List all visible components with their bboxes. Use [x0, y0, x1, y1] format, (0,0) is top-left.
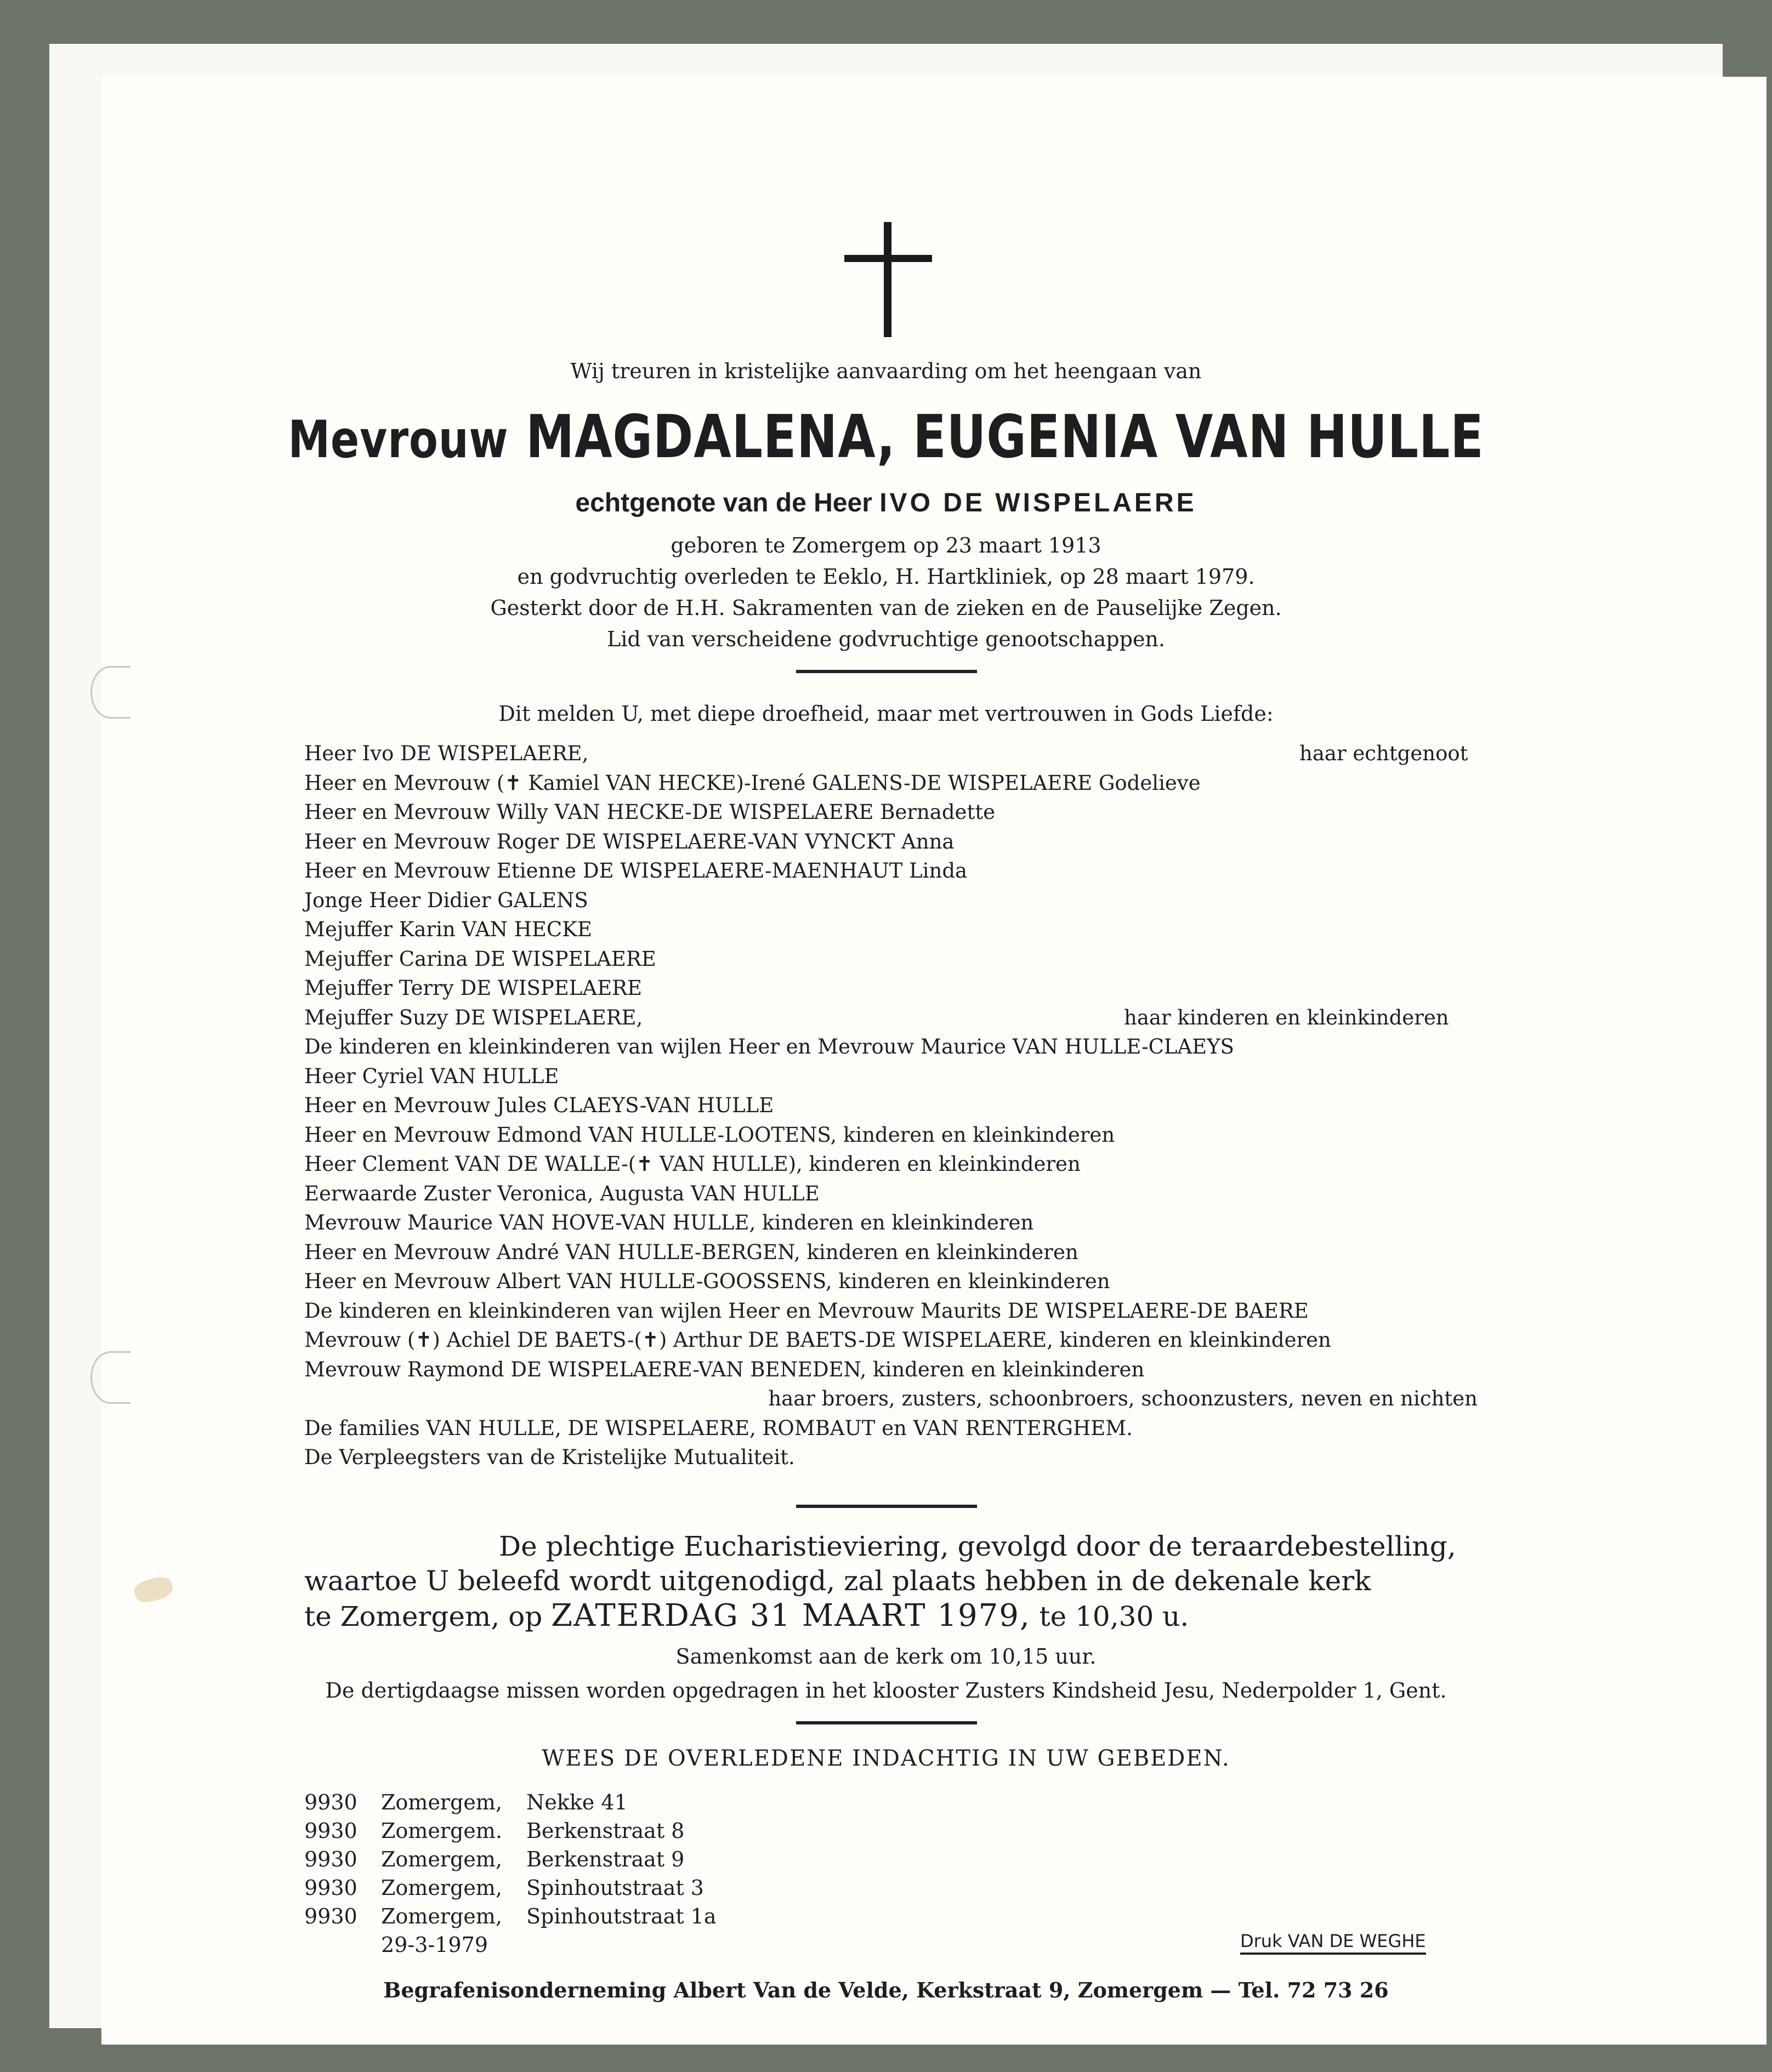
address-zip: 9930: [304, 1819, 357, 1843]
ceremony-date: ZATERDAG 31 MAART 1979,: [551, 1598, 1031, 1633]
mourner-name: Mejuffer Carina DE WISPELAERE: [304, 947, 656, 971]
ceremony-time: te 10,30 u.: [1039, 1601, 1189, 1632]
mourner-line: [304, 1179, 1478, 1209]
mourner-line: [304, 856, 1478, 886]
divider: [796, 1721, 977, 1724]
mourner-line: [304, 974, 1478, 1003]
address-city: Zomergem,: [381, 1790, 502, 1814]
address-city: Zomergem,: [381, 1904, 502, 1928]
mourner-line: [304, 1238, 1478, 1267]
address-street: Berkenstraat 8: [526, 1819, 685, 1843]
address-zip: 9930: [304, 1876, 357, 1900]
intro-line: Wij treuren in kristelijke aanvaarding om het heengaan van: [570, 359, 1202, 383]
mourner-line: [304, 1003, 1478, 1033]
mourner-line: [304, 1091, 1478, 1120]
mourner-line: [304, 827, 1478, 857]
mourner-line: [304, 1355, 1478, 1385]
mourner-name: De kinderen en kleinkinderen van wijlen Heer en Mevrouw Maurice VAN HULLE-CLAEYS: [304, 1035, 1234, 1058]
mourner-relation: haar broers, zusters, schoonbroers, schoonzusters, neven en nichten: [768, 1387, 1478, 1410]
address-street: Berkenstraat 9: [526, 1847, 685, 1871]
spouse-name: IVO DE WISPELAERE: [879, 488, 1197, 517]
undertaker-line: Begrafenisonderneming Albert Van de Velde, Kerkstraat 9, Zomergem — Tel. 72 73 26: [383, 1978, 1389, 2002]
mourner-name: Mejuffer Karin VAN HECKE: [304, 918, 592, 941]
prayer-request: WEES DE OVERLEDENE INDACHTIG IN UW GEBEDEN.: [542, 1746, 1230, 1771]
address-zip: 9930: [304, 1904, 357, 1928]
date-row: [304, 1931, 717, 1959]
punch-hole-bottom: [90, 1351, 130, 1404]
mourner-name: Heer en Mevrouw Roger DE WISPELAERE-VAN VYNCKT Anna: [304, 829, 955, 853]
mourner-name: Heer Clement VAN DE WALLE-(✝ VAN HULLE), kinderen en kleinkinderen: [304, 1152, 1081, 1176]
mourners-list: [304, 739, 1478, 1472]
mourner-line: [304, 886, 1478, 915]
address-street: Nekke 41: [526, 1790, 628, 1814]
spouse-prefix: echtgenote van de Heer: [575, 488, 872, 517]
mourner-name: Heer en Mevrouw Albert VAN HULLE-GOOSSENS, kinderen en kleinkinderen: [304, 1270, 1110, 1293]
mourner-line: [304, 1062, 1478, 1091]
mourner-line: [304, 1267, 1478, 1296]
mourner-relation: haar echtgenoot: [1299, 742, 1468, 765]
announcement: Dit melden U, met diepe droefheid, maar met vertrouwen in Gods Liefde:: [498, 702, 1274, 726]
printer-credit: Druk VAN DE WEGHE: [1240, 1931, 1426, 1955]
mourner-name: Heer en Mevrouw Etienne DE WISPELAERE-MAENHAUT Linda: [304, 859, 968, 883]
gathering-note: Samenkomst aan de kerk om 10,15 uur.: [675, 1644, 1097, 1669]
mourner-name: Heer en Mevrouw Edmond VAN HULLE-LOOTENS, kinderen en kleinkinderen: [304, 1123, 1115, 1147]
mourner-name: Mevrouw Raymond DE WISPELAERE-VAN BENEDEN, kinderen en kleinkinderen: [304, 1357, 1145, 1381]
deceased-title: Mevrouw: [288, 410, 509, 470]
mourner-name: Mevrouw Maurice VAN HOVE-VAN HULLE, kinderen en kleinkinderen: [304, 1211, 1034, 1234]
mourner-name: Eerwaarde Zuster Veronica, Augusta VAN HULLE: [304, 1181, 820, 1205]
address-street: Spinhoutstraat 1a: [526, 1904, 717, 1928]
mourner-line: [304, 1443, 1478, 1472]
bio-line: Lid van verscheidene godvruchtige genootschappen.: [607, 627, 1165, 651]
mourner-line: [304, 769, 1478, 798]
deceased-full-name: MAGDALENA, EUGENIA VAN HULLE: [526, 403, 1484, 471]
divider: [796, 1505, 977, 1508]
address-zip: 9930: [304, 1847, 357, 1871]
mourner-name: De kinderen en kleinkinderen van wijlen Heer en Mevrouw Maurits DE WISPELAERE-DE BAERE: [304, 1299, 1309, 1323]
mourner-name: Heer en Mevrouw (✝ Kamiel VAN HECKE)-Irené GALENS-DE WISPELAERE Godelieve: [304, 771, 1201, 795]
address-row: [304, 1902, 717, 1931]
mourner-name: Heer en Mevrouw Willy VAN HECKE-DE WISPELAERE Bernadette: [304, 800, 996, 824]
address-row: [304, 1788, 717, 1817]
address-row: [304, 1874, 717, 1902]
bio-line: geboren te Zomergem op 23 maart 1913: [671, 533, 1101, 557]
mourner-line: [304, 1149, 1478, 1179]
spouse-line: [0, 488, 1772, 518]
mourner-name: Heer en Mevrouw André VAN HULLE-BERGEN, kinderen en kleinkinderen: [304, 1240, 1078, 1264]
mourner-name: Heer Cyriel VAN HULLE: [304, 1064, 559, 1088]
address-city: Zomergem,: [381, 1876, 502, 1900]
mourner-line: [304, 1208, 1478, 1238]
mourner-line: [304, 944, 1478, 974]
mourner-name: Mejuffer Terry DE WISPELAERE: [304, 976, 642, 1000]
bio-line: en godvruchtig overleden te Eeklo, H. Hartkliniek, op 28 maart 1979.: [517, 565, 1255, 589]
mourner-line: [304, 915, 1478, 944]
mourner-name: Mevrouw (✝) Achiel DE BAETS-(✝) Arthur DE BAETS-DE WISPELAERE, kinderen en kleinkinderen: [304, 1328, 1331, 1352]
bio-line: Gesterkt door de H.H. Sakramenten van de zieken en de Pauselijke Zegen.: [490, 596, 1282, 620]
mourner-name: Jonge Heer Didier GALENS: [304, 888, 588, 912]
address-row: [304, 1845, 717, 1874]
mourner-name: Heer en Mevrouw Jules CLAEYS-VAN HULLE: [304, 1094, 774, 1117]
address-row: [304, 1817, 717, 1845]
address-city: Zomergem.: [381, 1819, 502, 1843]
mourner-line: [304, 739, 1478, 769]
deceased-name: [160, 403, 1612, 471]
address-city: Zomergem,: [381, 1847, 502, 1871]
address-zip: 9930: [304, 1790, 357, 1814]
mourner-name: De families VAN HULLE, DE WISPELAERE, ROMBAUT en VAN RENTERGHEM.: [304, 1416, 1133, 1440]
mourner-name: Mejuffer Suzy DE WISPELAERE,: [304, 1005, 643, 1029]
notice-date: 29-3-1979: [381, 1933, 488, 1957]
mourner-line: [304, 1384, 1478, 1414]
mourner-line: [304, 1032, 1478, 1062]
address-list: [304, 1788, 717, 1959]
mourner-name: De Verpleegsters van de Kristelijke Mutualiteit.: [304, 1445, 795, 1469]
ceremony-line: waartoe U beleefd wordt uitgenodigd, zal plaats hebben in de dekenale kerk: [304, 1565, 1371, 1597]
mourner-name: Heer Ivo DE WISPELAERE,: [304, 742, 589, 765]
cross-icon: [844, 222, 932, 337]
address-street: Spinhoutstraat 3: [526, 1876, 704, 1900]
ceremony-line: [304, 1598, 1478, 1633]
mourner-line: [304, 798, 1478, 827]
mourner-line: [304, 1414, 1478, 1443]
masses-note: De dertigdaagse missen worden opgedragen in het klooster Zusters Kindsheid Jesu, Nederpolder 1, Gent.: [325, 1678, 1447, 1703]
mourner-line: [304, 1325, 1478, 1355]
ceremony-text: te Zomergem, op: [304, 1601, 543, 1632]
ceremony-notice: [304, 1529, 1478, 1633]
divider: [796, 670, 977, 673]
mourner-line: [304, 1296, 1478, 1326]
mourner-relation: haar kinderen en kleinkinderen: [1124, 1005, 1449, 1029]
ceremony-line: De plechtige Eucharistieviering, gevolgd door de teraardebestelling,: [499, 1530, 1456, 1562]
mourner-line: [304, 1120, 1478, 1150]
